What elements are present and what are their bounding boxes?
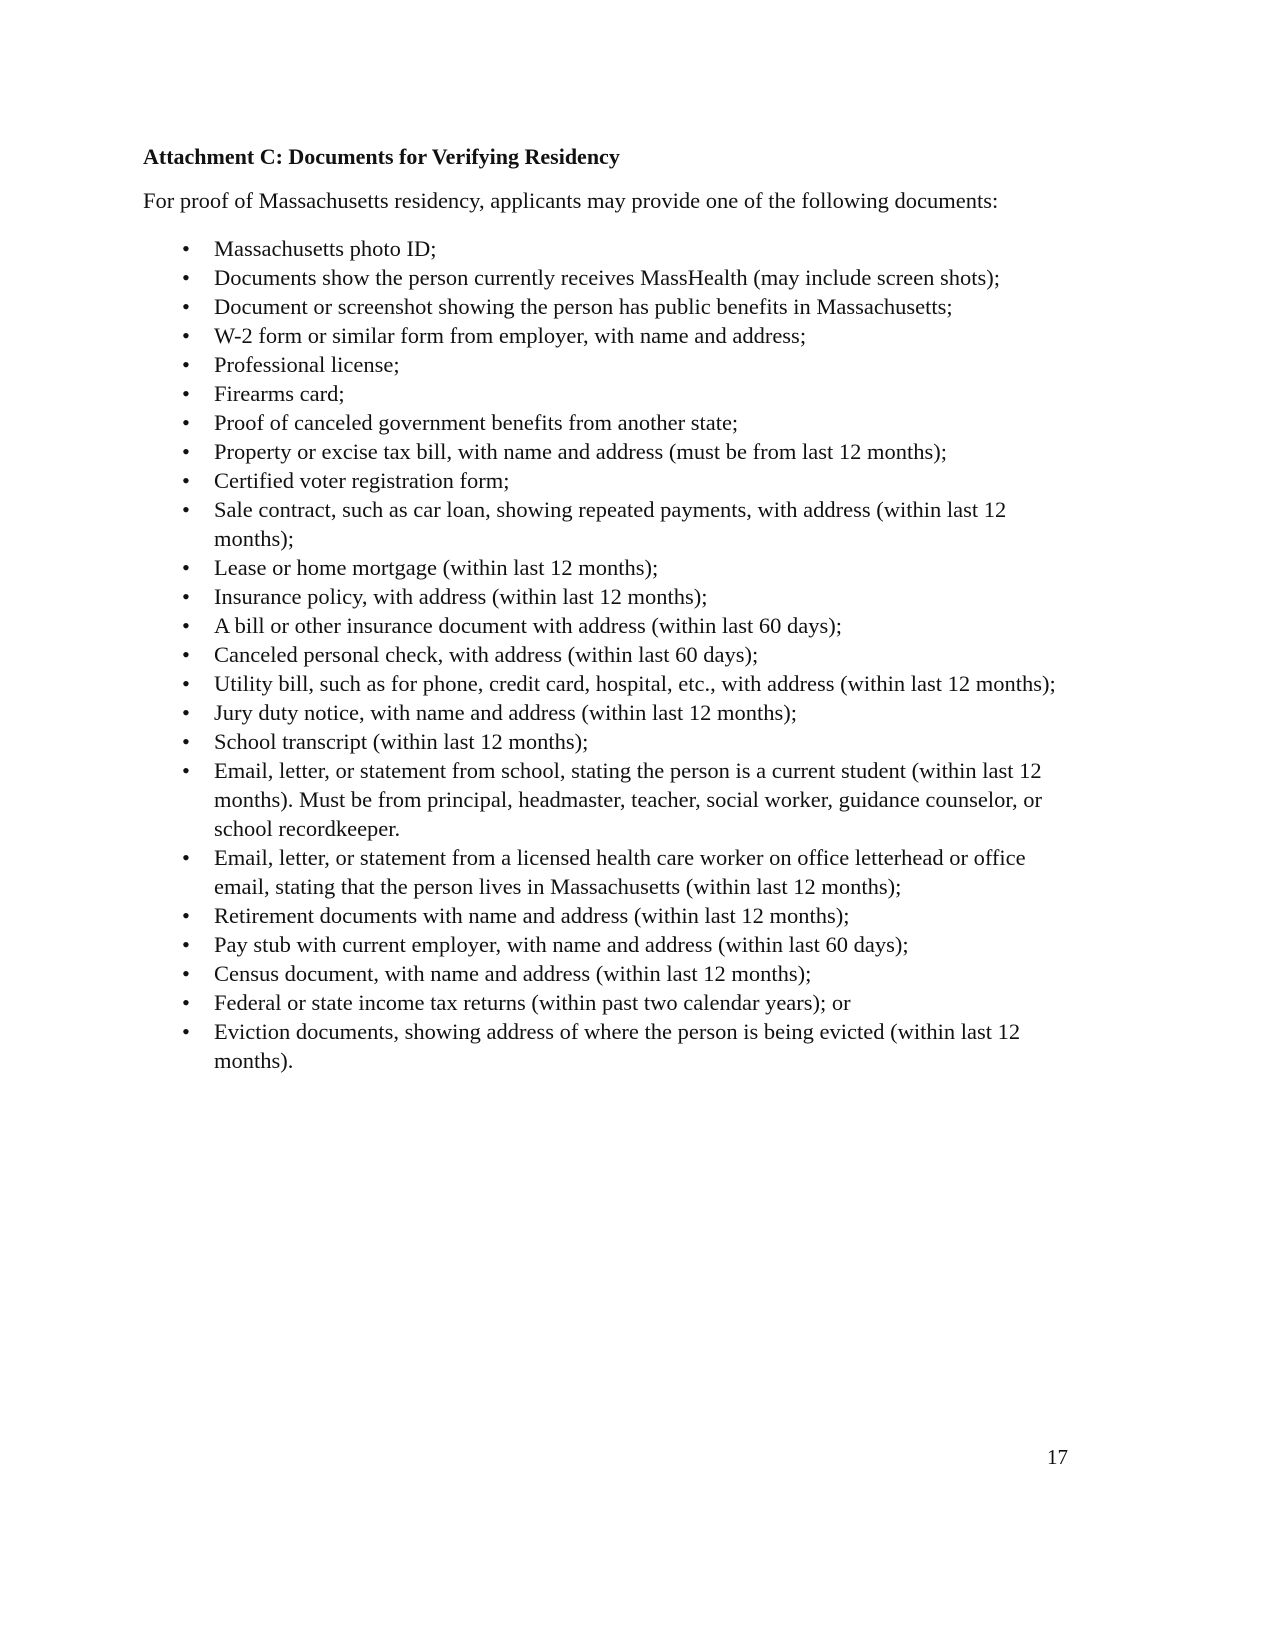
- page-heading: Attachment C: Documents for Verifying Residency: [143, 144, 620, 169]
- list-item: • Utility bill, such as for phone, credit card, hospital, etc., with address (within last 12 months);: [185, 669, 1065, 698]
- list-item: • W-2 form or similar form from employer, with name and address;: [185, 321, 1065, 350]
- list-item: • Professional license;: [185, 350, 1065, 379]
- list-item: • Federal or state income tax returns (within past two calendar years); or: [185, 988, 1065, 1017]
- list-item: • Eviction documents, showing address of where the person is being evicted (within last 12 months).: [185, 1017, 1065, 1075]
- list-item: • Lease or home mortgage (within last 12 months);: [185, 553, 1065, 582]
- list-item: • School transcript (within last 12 months);: [185, 727, 1065, 756]
- list-item: • A bill or other insurance document with address (within last 60 days);: [185, 611, 1065, 640]
- list-item: • Email, letter, or statement from school, stating the person is a current student (within last 12 months). Must be from principal, headmaster, teacher, social worker, guidance counselor, or school recordkeeper.: [185, 756, 1065, 843]
- list-item: • Property or excise tax bill, with name and address (must be from last 12 months);: [185, 437, 1065, 466]
- list-item: • Firearms card;: [185, 379, 1065, 408]
- list-item: • Document or screenshot showing the person has public benefits in Massachusetts;: [185, 292, 1065, 321]
- list-item: • Canceled personal check, with address (within last 60 days);: [185, 640, 1065, 669]
- list-item: • Pay stub with current employer, with name and address (within last 60 days);: [185, 930, 1065, 959]
- list-item: • Census document, with name and address (within last 12 months);: [185, 959, 1065, 988]
- page-number: 17: [1047, 1445, 1068, 1469]
- list-item: • Massachusetts photo ID;: [185, 234, 1065, 263]
- list-item: • Sale contract, such as car loan, showing repeated payments, with address (within last 12 months);: [185, 495, 1065, 553]
- list-item: • Jury duty notice, with name and address (within last 12 months);: [185, 698, 1065, 727]
- list-item: • Proof of canceled government benefits from another state;: [185, 408, 1065, 437]
- intro-paragraph: For proof of Massachusetts residency, applicants may provide one of the following documents:: [143, 188, 999, 213]
- document-list: [185, 234, 1065, 1075]
- list-item: • Insurance policy, with address (within last 12 months);: [185, 582, 1065, 611]
- list-item: • Retirement documents with name and address (within last 12 months);: [185, 901, 1065, 930]
- list-item: • Documents show the person currently receives MassHealth (may include screen shots);: [185, 263, 1065, 292]
- list-item: • Certified voter registration form;: [185, 466, 1065, 495]
- list-item: • Email, letter, or statement from a licensed health care worker on office letterhead or office email, stating that the person lives in Massachusetts (within last 12 months);: [185, 843, 1065, 901]
